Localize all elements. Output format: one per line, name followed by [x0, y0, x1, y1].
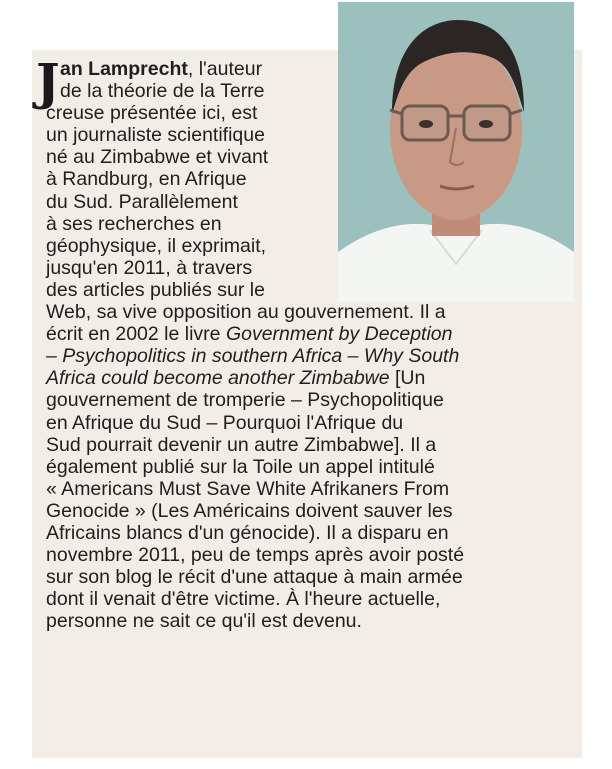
- text-segment: novembre 2011, peu de temps après avoir posté: [46, 544, 465, 567]
- text-segment: un journaliste scientifique: [46, 124, 265, 147]
- text-line: [46, 500, 578, 522]
- text-line: [46, 345, 578, 367]
- text-line: [46, 456, 578, 478]
- text-segment: également publié sur la Toile un appel intitulé: [46, 455, 435, 478]
- text-line: [46, 610, 578, 632]
- text-segment: Africains blancs d'un génocide). Il a disparu en: [46, 521, 449, 544]
- text-segment: dont il venait d'être victime. À l'heure actuelle,: [46, 588, 441, 611]
- text-segment: personne ne sait ce qu'il est devenu.: [46, 610, 362, 633]
- text-line: [46, 544, 578, 566]
- text-line: [46, 257, 578, 279]
- text-line: [46, 566, 578, 588]
- text-segment: à Randburg, en Afrique: [46, 168, 247, 191]
- text-segment: gouvernement de tromperie – Psychopolitique: [46, 389, 444, 412]
- text-segment: Sud pourrait devenir un autre Zimbabwe]. Il a: [46, 433, 437, 456]
- text-line: [46, 367, 578, 389]
- text-line: [46, 522, 578, 544]
- text-line: [46, 478, 578, 500]
- text-line: [46, 80, 578, 102]
- text-segment: « Americans Must Save White Afrikaners From: [46, 477, 450, 500]
- text-line: [46, 279, 578, 301]
- text-line: [46, 213, 578, 235]
- text-segment: creuse présentée ici, est: [46, 102, 258, 125]
- text-line: [46, 323, 578, 345]
- text-line: [46, 102, 578, 124]
- text-line: [46, 389, 578, 411]
- text-segment: des articles publiés sur le: [46, 278, 265, 301]
- author-name: an Lamprecht: [60, 58, 188, 80]
- article-body: [46, 58, 578, 632]
- text-line: [46, 146, 578, 168]
- text-segment: de la théorie de la Terre: [60, 80, 265, 103]
- text-segment: du Sud. Parallèlement: [46, 190, 238, 213]
- text-segment: Genocide » (Les Américains doivent sauver les: [46, 499, 453, 522]
- dropcap-letter: J: [36, 52, 60, 111]
- text-line: [46, 434, 578, 456]
- text-line: [46, 191, 578, 213]
- book-title-text: – Psychopolitics in southern Africa – Why South: [46, 345, 460, 368]
- text-line: [46, 588, 578, 610]
- text-line: [46, 124, 578, 146]
- book-title-text: Government by Deception: [225, 323, 453, 346]
- text-segment: Web, sa vive opposition au gouvernement. Il a: [46, 301, 446, 324]
- text-line: [46, 412, 578, 434]
- text-segment: né au Zimbabwe et vivant: [46, 146, 269, 169]
- text-segment: en Afrique du Sud – Pourquoi l'Afrique du: [46, 411, 404, 434]
- text-line: [46, 58, 578, 80]
- text-segment: à ses recherches en: [46, 212, 222, 235]
- text-segment: écrit en 2002 le livre: [46, 323, 226, 346]
- text-line: [46, 168, 578, 190]
- text-line: [46, 235, 578, 257]
- text-segment: [Un: [389, 367, 426, 390]
- text-segment: , l'auteur: [187, 58, 263, 80]
- book-title-text: Africa could become another Zimbabwe: [46, 367, 390, 390]
- text-segment: jusqu'en 2011, à travers: [46, 256, 253, 279]
- text-segment: sur son blog le récit d'une attaque à main armée: [46, 566, 463, 589]
- text-line: [46, 301, 578, 323]
- text-segment: géophysique, il exprimait,: [46, 234, 267, 257]
